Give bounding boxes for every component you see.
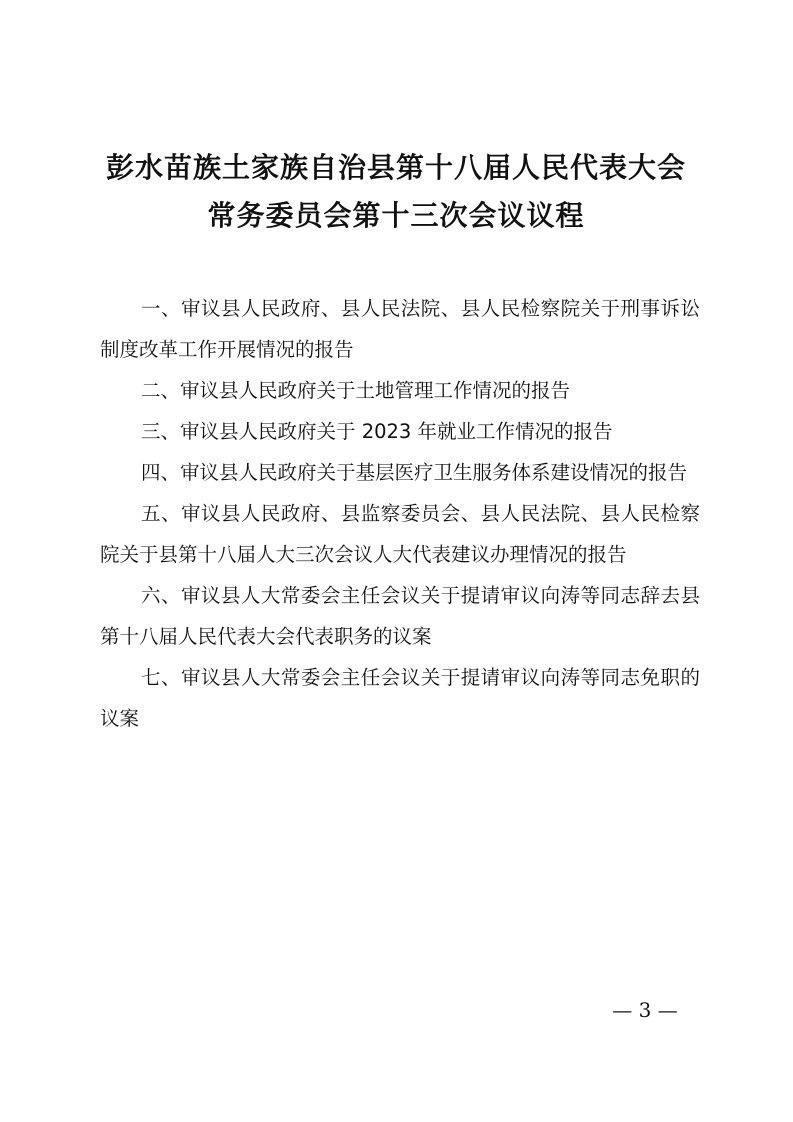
agenda-item: 七、审议县人大常委会主任会议关于提请审议向涛等同志免职的议案 (100, 666, 700, 730)
agenda-item: 一、审议县人民政府、县人民法院、县人民检察院关于刑事诉讼制度改革工作开展情况的报告 (100, 297, 700, 361)
agenda-item: 五、审议县人民政府、县监察委员会、县人民法院、县人民检察院关于县第十八届人大三次会议人大代表建议办理情况的报告 (100, 502, 700, 566)
agenda-item: 四、审议县人民政府关于基层医疗卫生服务体系建设情况的报告 (141, 461, 688, 484)
document-title-line-1: 彭水苗族土家族自治县第十八届人民代表大会 (105, 151, 686, 184)
agenda-item: 三、审议县人民政府关于 2023 年就业工作情况的报告 (141, 420, 613, 443)
agenda-list (100, 288, 700, 739)
agenda-item: 二、审议县人民政府关于土地管理工作情况的报告 (141, 379, 571, 402)
agenda-item: 六、审议县人大常委会主任会议关于提请审议向涛等同志辞去县第十八届人民代表大会代表职务的议案 (100, 584, 700, 648)
page-number: — 3 — (612, 998, 678, 1022)
document-title-line-2: 常务委员会第十三次会议议程 (207, 199, 585, 232)
